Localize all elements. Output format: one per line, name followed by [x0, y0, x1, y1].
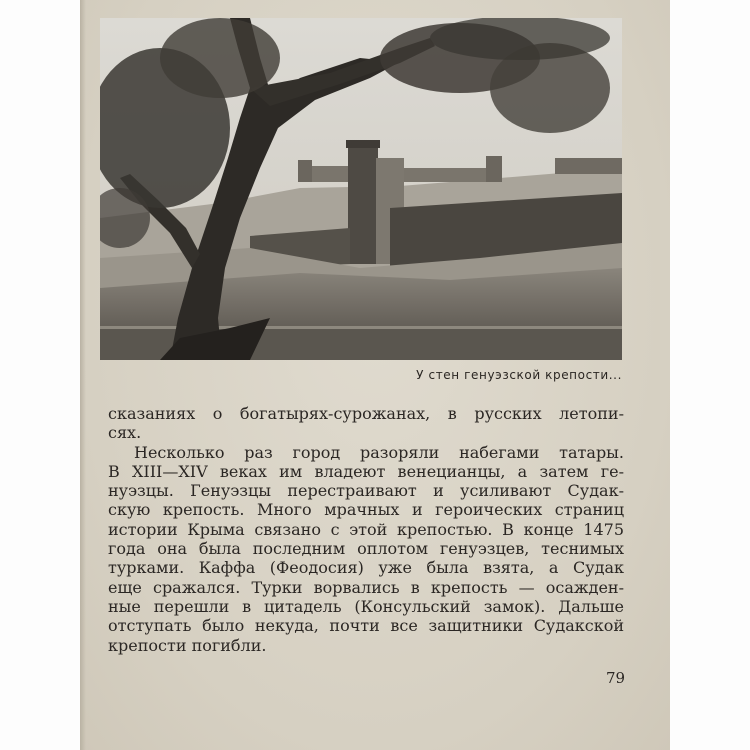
text-line: турками. Каффа (Феодосия) уже была взята, а Судак [108, 558, 624, 578]
text-line: крепости погибли. [108, 635, 267, 655]
page-edge-shadow [80, 0, 86, 750]
body-text [108, 404, 624, 655]
text-line: скую крепость. Много мрачных и героических страниц [108, 500, 624, 520]
fortress-photo-graphic [100, 18, 622, 360]
page-number: 79 [606, 669, 626, 687]
text-line: ные перешли в цитадель (Консульский замок). Дальше [108, 596, 624, 616]
text-line: года она была последним оплотом генуэзцев, теснимых [108, 539, 624, 559]
text-line: В XIII—XIV веках им владеют венецианцы, а затем ге- [108, 461, 624, 481]
text-line: нуэзцы. Генуэзцы перестраивают и усиливают Судак- [108, 481, 624, 501]
photo-caption: У стен генуэзской крепости... [416, 368, 622, 382]
text-line: Несколько раз город разоряли набегами татары. [134, 442, 624, 462]
text-line: истории Крыма связано с этой крепостью. В конце 1475 [108, 519, 624, 539]
text-line: отступать было некуда, почти все защитники Судакской [108, 616, 624, 636]
text-line: сказаниях о богатырях-сурожанах, в русских летопи- [108, 404, 624, 423]
fortress-photo [100, 18, 622, 360]
text-line: еще сражался. Турки ворвались в крепость — осажден- [108, 577, 624, 597]
text-line: сях. [108, 423, 142, 443]
